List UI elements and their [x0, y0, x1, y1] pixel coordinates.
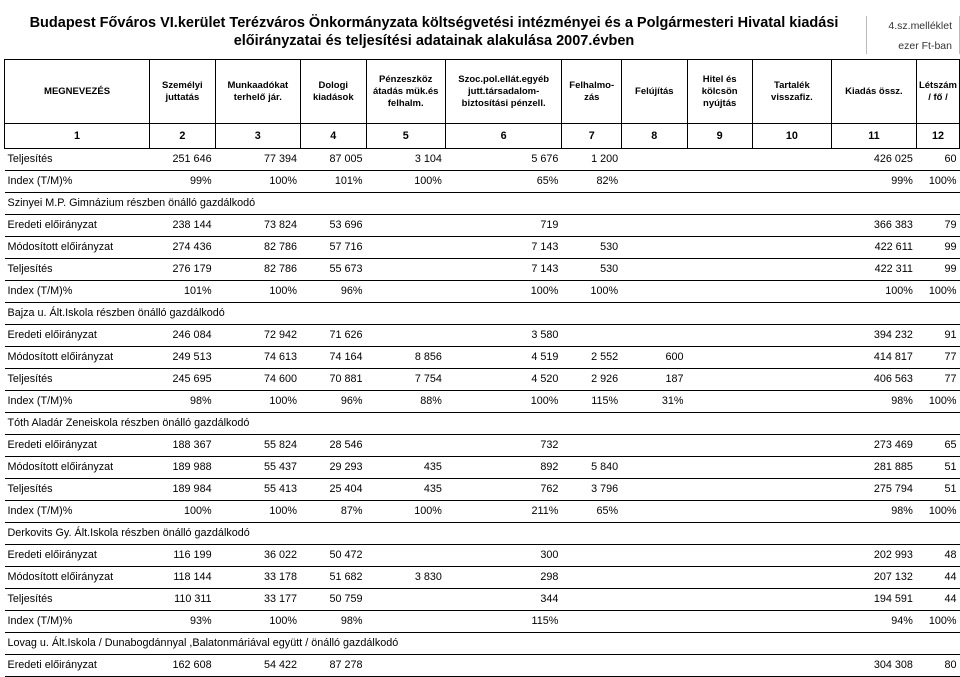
table-cell: 55 824 — [215, 435, 300, 457]
budget-table — [4, 59, 960, 677]
col-header: Tartalék visszafiz. — [752, 60, 831, 124]
table-cell — [752, 149, 831, 171]
table-cell — [622, 237, 687, 259]
table-cell: 91 — [916, 325, 959, 347]
table-cell: 530 — [562, 237, 622, 259]
table-cell: 55 437 — [215, 457, 300, 479]
col-number: 6 — [445, 124, 561, 149]
table-cell: 50 472 — [301, 545, 366, 567]
table-cell: 100% — [215, 281, 300, 303]
table-cell: 3 796 — [562, 479, 622, 501]
table-cell: 100% — [215, 611, 300, 633]
table-cell: 4 520 — [445, 369, 561, 391]
table-cell — [366, 545, 445, 567]
col-header: Hitel és kölcsön nyújtás — [687, 60, 752, 124]
table-cell: 304 308 — [831, 655, 916, 677]
table-cell: 99 — [916, 237, 959, 259]
table-cell: 51 682 — [301, 567, 366, 589]
table-cell: 77 394 — [215, 149, 300, 171]
table-cell: 55 413 — [215, 479, 300, 501]
table-row — [5, 501, 960, 523]
table-cell: 100% — [916, 281, 959, 303]
col-number: 2 — [150, 124, 215, 149]
table-cell: 344 — [445, 589, 561, 611]
table-cell: 57 716 — [301, 237, 366, 259]
table-cell: 7 754 — [366, 369, 445, 391]
table-cell: 33 177 — [215, 589, 300, 611]
table-cell: 98% — [301, 611, 366, 633]
table-row — [5, 149, 960, 171]
table-cell — [622, 655, 687, 677]
table-cell: 73 824 — [215, 215, 300, 237]
table-cell: 44 — [916, 589, 959, 611]
table-cell — [752, 391, 831, 413]
table-cell — [752, 479, 831, 501]
table-cell — [687, 545, 752, 567]
table-cell: 50 759 — [301, 589, 366, 611]
section-row — [5, 303, 960, 325]
table-cell: 80 — [916, 655, 959, 677]
table-cell — [622, 435, 687, 457]
table-cell: 77 — [916, 369, 959, 391]
row-label: Módosított előirányzat — [5, 237, 150, 259]
table-row — [5, 281, 960, 303]
table-cell — [366, 281, 445, 303]
table-cell: 2 926 — [562, 369, 622, 391]
col-number: 8 — [622, 124, 687, 149]
table-cell: 189 988 — [150, 457, 215, 479]
row-label: Eredeti előirányzat — [5, 215, 150, 237]
col-number: 9 — [687, 124, 752, 149]
table-cell: 118 144 — [150, 567, 215, 589]
col-header: Felújítás — [622, 60, 687, 124]
table-cell: 100% — [215, 171, 300, 193]
table-cell: 366 383 — [831, 215, 916, 237]
table-cell — [562, 325, 622, 347]
table-cell — [752, 655, 831, 677]
table-cell: 188 367 — [150, 435, 215, 457]
table-cell — [752, 589, 831, 611]
header-row — [5, 60, 960, 124]
table-cell — [445, 655, 561, 677]
col-header: MEGNEVEZÉS — [5, 60, 150, 124]
col-number: 4 — [301, 124, 366, 149]
table-cell: 36 022 — [215, 545, 300, 567]
table-cell: 93% — [150, 611, 215, 633]
table-cell: 2 552 — [562, 347, 622, 369]
table-cell — [622, 259, 687, 281]
table-cell — [752, 281, 831, 303]
table-cell — [366, 589, 445, 611]
row-label: Módosított előirányzat — [5, 567, 150, 589]
table-cell — [562, 567, 622, 589]
table-cell — [622, 611, 687, 633]
table-cell — [562, 435, 622, 457]
col-number: 1 — [5, 124, 150, 149]
table-cell: 28 546 — [301, 435, 366, 457]
table-cell — [366, 435, 445, 457]
table-cell: 54 422 — [215, 655, 300, 677]
table-cell: 600 — [622, 347, 687, 369]
table-cell: 238 144 — [150, 215, 215, 237]
table-cell: 273 469 — [831, 435, 916, 457]
row-label: Index (T/M)% — [5, 171, 150, 193]
table-cell: 99 — [916, 259, 959, 281]
col-header: Felhalmo-zás — [562, 60, 622, 124]
table-cell: 100% — [215, 391, 300, 413]
table-row — [5, 567, 960, 589]
table-cell: 7 143 — [445, 237, 561, 259]
table-cell — [562, 589, 622, 611]
table-cell: 116 199 — [150, 545, 215, 567]
table-cell: 74 600 — [215, 369, 300, 391]
table-cell — [752, 457, 831, 479]
table-cell — [366, 611, 445, 633]
table-cell: 100% — [445, 281, 561, 303]
table-cell: 51 — [916, 479, 959, 501]
row-label: Index (T/M)% — [5, 611, 150, 633]
table-cell — [562, 655, 622, 677]
table-cell: 115% — [445, 611, 561, 633]
row-label: Módosított előirányzat — [5, 347, 150, 369]
col-number: 3 — [215, 124, 300, 149]
table-cell — [622, 545, 687, 567]
table-cell: 100% — [916, 391, 959, 413]
table-cell — [366, 655, 445, 677]
table-cell — [622, 215, 687, 237]
table-cell: 3 104 — [366, 149, 445, 171]
table-cell — [622, 479, 687, 501]
section-row — [5, 523, 960, 545]
table-row — [5, 369, 960, 391]
report-title — [4, 14, 864, 50]
table-cell: 82 786 — [215, 259, 300, 281]
table-cell: 5 676 — [445, 149, 561, 171]
table-cell: 101% — [150, 281, 215, 303]
table-row — [5, 347, 960, 369]
table-cell: 79 — [916, 215, 959, 237]
table-cell — [687, 611, 752, 633]
row-label: Eredeti előirányzat — [5, 435, 150, 457]
table-cell — [687, 325, 752, 347]
table-cell — [752, 369, 831, 391]
section-title: Szinyei M.P. Gimnázium részben önálló gazdálkodó — [5, 193, 960, 215]
table-cell: 88% — [366, 391, 445, 413]
table-cell: 719 — [445, 215, 561, 237]
table-cell: 422 311 — [831, 259, 916, 281]
table-cell: 65 — [916, 435, 959, 457]
row-label: Teljesítés — [5, 369, 150, 391]
table-row — [5, 545, 960, 567]
table-cell — [622, 149, 687, 171]
col-header: Személyi juttatás — [150, 60, 215, 124]
table-cell: 29 293 — [301, 457, 366, 479]
table-cell: 48 — [916, 545, 959, 567]
table-cell — [752, 611, 831, 633]
table-cell: 99% — [831, 171, 916, 193]
table-cell: 194 591 — [831, 589, 916, 611]
table-cell: 77 — [916, 347, 959, 369]
table-cell — [622, 325, 687, 347]
table-cell: 82% — [562, 171, 622, 193]
table-row — [5, 589, 960, 611]
section-title: Lovag u. Ált.Iskola / Dunabogdánnyal ,Balatonmáriával együtt / önálló gazdálkodó — [5, 633, 960, 655]
table-cell: 274 436 — [150, 237, 215, 259]
table-cell — [562, 545, 622, 567]
row-label: Index (T/M)% — [5, 501, 150, 523]
table-cell: 426 025 — [831, 149, 916, 171]
row-label: Eredeti előirányzat — [5, 655, 150, 677]
table-cell: 99% — [150, 171, 215, 193]
table-row — [5, 611, 960, 633]
table-cell: 762 — [445, 479, 561, 501]
table-cell: 44 — [916, 567, 959, 589]
table-cell: 3 580 — [445, 325, 561, 347]
col-number: 10 — [752, 124, 831, 149]
table-cell: 87% — [301, 501, 366, 523]
table-cell: 96% — [301, 281, 366, 303]
table-cell: 435 — [366, 479, 445, 501]
table-cell: 300 — [445, 545, 561, 567]
annex-label: 4.sz.melléklet — [888, 20, 952, 32]
table-row — [5, 259, 960, 281]
col-header: Kiadás össz. — [831, 60, 916, 124]
table-cell — [562, 611, 622, 633]
table-cell — [687, 501, 752, 523]
table-cell — [366, 325, 445, 347]
table-cell — [687, 215, 752, 237]
table-cell: 281 885 — [831, 457, 916, 479]
table-cell — [752, 259, 831, 281]
table-cell: 414 817 — [831, 347, 916, 369]
table-cell: 162 608 — [150, 655, 215, 677]
table-cell: 251 646 — [150, 149, 215, 171]
table-cell — [687, 391, 752, 413]
table-cell — [687, 567, 752, 589]
table-cell: 96% — [301, 391, 366, 413]
table-cell: 31% — [622, 391, 687, 413]
table-cell — [622, 171, 687, 193]
table-cell: 189 984 — [150, 479, 215, 501]
table-cell — [752, 347, 831, 369]
report-title-line1: Budapest Főváros VI.kerület Terézváros Önkormányzata költségvetési intézményei és a Polgármesteri Hivatal kiadási — [29, 15, 839, 31]
table-row — [5, 237, 960, 259]
table-cell: 8 856 — [366, 347, 445, 369]
table-cell — [622, 501, 687, 523]
table-cell: 100% — [366, 171, 445, 193]
row-label: Módosított előirányzat — [5, 457, 150, 479]
table-cell: 530 — [562, 259, 622, 281]
table-cell — [752, 171, 831, 193]
table-cell: 3 830 — [366, 567, 445, 589]
table-cell: 892 — [445, 457, 561, 479]
table-cell: 87 278 — [301, 655, 366, 677]
section-title: Derkovits Gy. Ált.Iskola részben önálló gazdálkodó — [5, 523, 960, 545]
row-label: Index (T/M)% — [5, 391, 150, 413]
table-cell: 101% — [301, 171, 366, 193]
table-row — [5, 171, 960, 193]
table-cell: 5 840 — [562, 457, 622, 479]
table-cell — [366, 237, 445, 259]
table-row — [5, 215, 960, 237]
table-cell: 98% — [831, 391, 916, 413]
section-row — [5, 413, 960, 435]
table-cell: 100% — [562, 281, 622, 303]
table-cell: 98% — [150, 391, 215, 413]
col-header: Pénzeszköz átadás mük.és felhalm. — [366, 60, 445, 124]
table-cell — [752, 325, 831, 347]
table-cell: 276 179 — [150, 259, 215, 281]
table-cell: 100% — [916, 171, 959, 193]
col-header: Munkaadókat terhelő jár. — [215, 60, 300, 124]
table-cell: 100% — [916, 501, 959, 523]
column-number-row — [5, 124, 960, 149]
col-header: Dologi kiadások — [301, 60, 366, 124]
table-cell: 70 881 — [301, 369, 366, 391]
table-cell — [687, 149, 752, 171]
table-cell: 115% — [562, 391, 622, 413]
table-cell: 275 794 — [831, 479, 916, 501]
col-header: Szoc.pol.ellát.egyéb jutt.társadalom-biztosítási pénzell. — [445, 60, 561, 124]
table-row — [5, 457, 960, 479]
col-number: 5 — [366, 124, 445, 149]
table-cell: 245 695 — [150, 369, 215, 391]
table-cell: 65% — [562, 501, 622, 523]
unit-label: ezer Ft-ban — [898, 40, 952, 52]
table-cell: 55 673 — [301, 259, 366, 281]
table-cell — [687, 259, 752, 281]
section-title: Bajza u. Ált.Iskola részben önálló gazdálkodó — [5, 303, 960, 325]
table-cell: 60 — [916, 149, 959, 171]
table-cell — [687, 457, 752, 479]
table-cell: 100% — [916, 611, 959, 633]
table-cell: 187 — [622, 369, 687, 391]
row-label: Teljesítés — [5, 589, 150, 611]
col-number: 11 — [831, 124, 916, 149]
section-row — [5, 193, 960, 215]
table-cell — [562, 215, 622, 237]
table-cell — [622, 281, 687, 303]
table-cell: 98% — [831, 501, 916, 523]
table-cell — [687, 281, 752, 303]
table-row — [5, 435, 960, 457]
table-cell: 4 519 — [445, 347, 561, 369]
table-row — [5, 479, 960, 501]
table-cell: 100% — [215, 501, 300, 523]
table-cell — [752, 545, 831, 567]
table-cell — [752, 435, 831, 457]
col-number: 7 — [562, 124, 622, 149]
table-cell — [687, 171, 752, 193]
table-cell — [622, 457, 687, 479]
table-cell: 249 513 — [150, 347, 215, 369]
table-cell: 211% — [445, 501, 561, 523]
table-cell — [687, 435, 752, 457]
table-cell: 110 311 — [150, 589, 215, 611]
table-cell: 94% — [831, 611, 916, 633]
table-cell: 74 613 — [215, 347, 300, 369]
section-row — [5, 633, 960, 655]
table-cell: 51 — [916, 457, 959, 479]
table-cell — [752, 237, 831, 259]
table-cell — [622, 567, 687, 589]
table-cell: 406 563 — [831, 369, 916, 391]
col-header: Létszám / fő / — [916, 60, 959, 124]
table-cell — [687, 237, 752, 259]
table-cell: 246 084 — [150, 325, 215, 347]
table-cell — [752, 215, 831, 237]
table-cell: 82 786 — [215, 237, 300, 259]
row-label: Eredeti előirányzat — [5, 545, 150, 567]
table-cell — [687, 589, 752, 611]
table-cell: 65% — [445, 171, 561, 193]
table-cell — [687, 479, 752, 501]
table-cell: 100% — [150, 501, 215, 523]
table-cell: 100% — [366, 501, 445, 523]
table-cell: 74 164 — [301, 347, 366, 369]
row-label: Teljesítés — [5, 259, 150, 281]
table-cell — [752, 501, 831, 523]
row-label: Index (T/M)% — [5, 281, 150, 303]
table-cell — [752, 567, 831, 589]
table-cell: 202 993 — [831, 545, 916, 567]
table-cell: 72 942 — [215, 325, 300, 347]
table-cell — [687, 347, 752, 369]
row-label: Eredeti előirányzat — [5, 325, 150, 347]
table-cell: 71 626 — [301, 325, 366, 347]
table-cell: 298 — [445, 567, 561, 589]
table-cell — [366, 259, 445, 281]
table-cell — [687, 655, 752, 677]
section-title: Tóth Aladár Zeneiskola részben önálló gazdálkodó — [5, 413, 960, 435]
report-title-line2: előirányzatai és teljesítési adatainak alakulása 2007.évben — [233, 33, 635, 49]
table-cell: 7 143 — [445, 259, 561, 281]
table-cell: 25 404 — [301, 479, 366, 501]
table-cell — [366, 215, 445, 237]
table-cell: 33 178 — [215, 567, 300, 589]
table-row — [5, 391, 960, 413]
table-cell: 207 132 — [831, 567, 916, 589]
row-label: Teljesítés — [5, 479, 150, 501]
table-cell: 100% — [831, 281, 916, 303]
row-label: Teljesítés — [5, 149, 150, 171]
table-cell: 422 611 — [831, 237, 916, 259]
table-cell: 87 005 — [301, 149, 366, 171]
table-row — [5, 655, 960, 677]
table-cell — [622, 589, 687, 611]
table-cell — [687, 369, 752, 391]
table-cell: 435 — [366, 457, 445, 479]
col-number: 12 — [916, 124, 959, 149]
table-cell: 732 — [445, 435, 561, 457]
table-cell: 53 696 — [301, 215, 366, 237]
table-row — [5, 325, 960, 347]
table-cell: 394 232 — [831, 325, 916, 347]
table-cell: 100% — [445, 391, 561, 413]
table-cell: 1 200 — [562, 149, 622, 171]
